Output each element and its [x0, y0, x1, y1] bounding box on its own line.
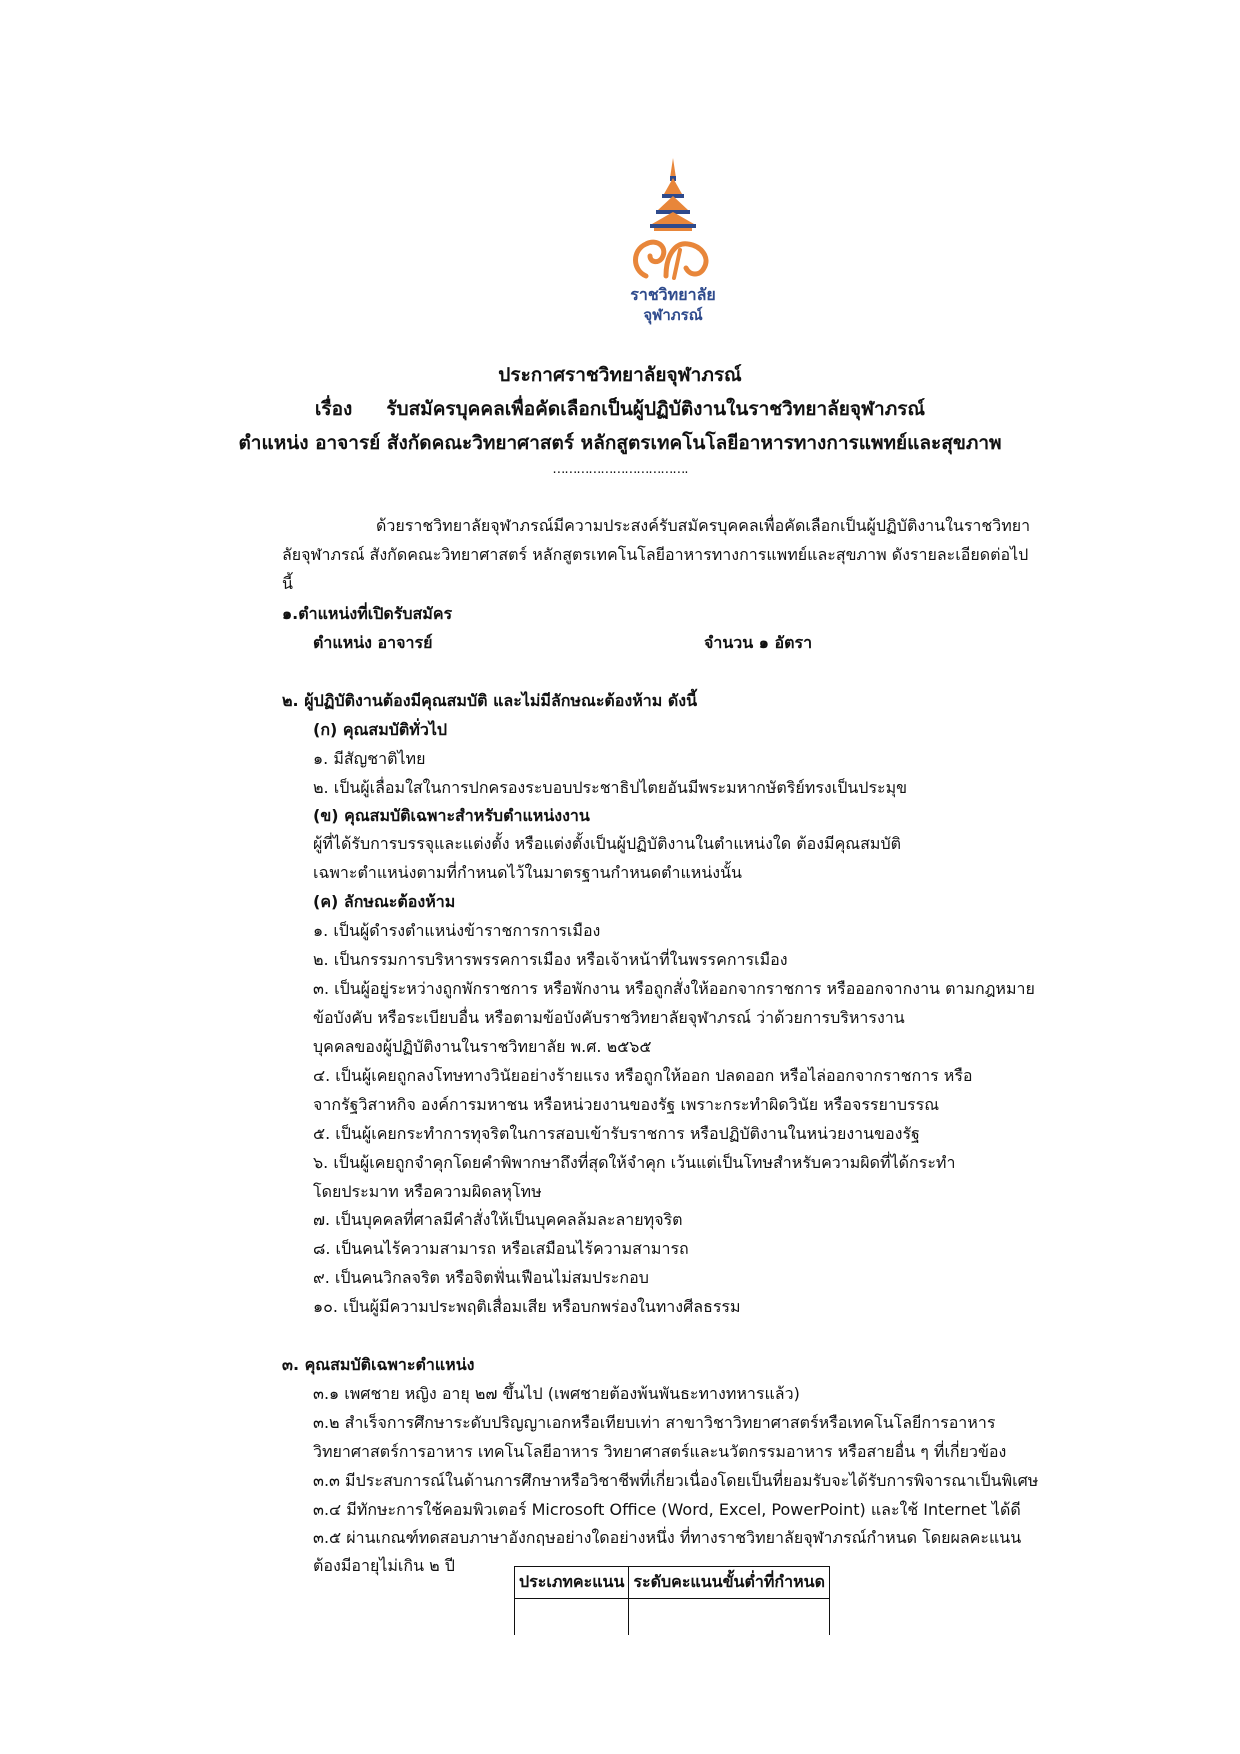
section1-position: ตำแหน่ง อาจารย์	[313, 633, 433, 652]
announcement-title: ประกาศราชวิทยาลัยจุฬาภรณ์	[498, 364, 742, 386]
table-cell	[629, 1599, 830, 1636]
college-logo	[626, 158, 720, 328]
table-header-row	[515, 1567, 830, 1599]
section2-c-item-10: ๑๐. เป็นผู้มีความประพฤติเสื่อมเสีย หรือบกพร่องในทางศีลธรรม	[313, 1297, 741, 1316]
intro-line-2: ลัยจุฬาภรณ์ สังกัดคณะวิทยาศาสตร์ หลักสูตรเทคโนโลยีอาหารทางการแพทย์และสุขภาพ ดังรายละเอียดต่อไป	[282, 545, 1029, 564]
section2-b-line-1: ผู้ที่ได้รับการบรรจุและแต่งตั้ง หรือแต่งตั้งเป็นผู้ปฏิบัติงานในตำแหน่งใด ต้องมีคุณสมบัติ	[313, 834, 901, 853]
section2-c-item-3-line-1: ๓. เป็นผู้อยู่ระหว่างถูกพักราชการ หรือพักงาน หรือถูกสั่งให้ออกจากราชการ หรือออกจากงาน ตามกฎหมาย	[313, 979, 1035, 998]
section2-c-item-5: ๕. เป็นผู้เคยกระทำการทุจริตในการสอบเข้ารับราชการ หรือปฏิบัติงานในหน่วยงานของรัฐ	[313, 1124, 920, 1143]
section2-c-item-6-line-1: ๖. เป็นผู้เคยถูกจำคุกโดยคำพิพากษาถึงที่สุดให้จำคุก เว้นแต่เป็นโทษสำหรับความผิดที่ได้กระทำ	[313, 1153, 956, 1172]
chulabhorn-emblem-icon	[626, 158, 720, 280]
section2-c-item-6-line-2: โดยประมาท หรือความผิดลหุโทษ	[313, 1182, 542, 1201]
intro-line-1: ด้วยราชวิทยาลัยจุฬาภรณ์มีความประสงค์รับสมัครบุคคลเพื่อคัดเลือกเป็นผู้ปฏิบัติงานในราชวิทยา	[376, 516, 1031, 535]
section2-c-item-1: ๑. เป็นผู้ดำรงตำแหน่งข้าราชการการเมือง	[313, 921, 601, 940]
section3-item-1: ๓.๑ เพศชาย หญิง อายุ ๒๗ ขึ้นไป (เพศชายต้องพ้นพันธะทางทหารแล้ว)	[313, 1384, 800, 1403]
section3-title: ๓. คุณสมบัติเฉพาะตำแหน่ง	[282, 1355, 475, 1374]
section3-item-2-line-2: วิทยาศาสตร์การอาหาร เทคโนโลยีอาหาร วิทยาศาสตร์และนวัตกรรมอาหาร หรือสายอื่น ๆ ที่เกี่ยวข้อง	[313, 1442, 1007, 1461]
intro-line-3: นี้	[282, 574, 293, 593]
section1-title: ๑.ตำแหน่งที่เปิดรับสมัคร	[282, 604, 453, 623]
announcement-position: ตำแหน่ง อาจารย์ สังกัดคณะวิทยาศาสตร์ หลักสูตรเทคโนโลยีอาหารทางการแพทย์และสุขภาพ	[238, 432, 1002, 454]
logo-text-line2: จุฬาภรณ์	[643, 306, 703, 324]
section1-count: จำนวน ๑ อัตรา	[704, 633, 813, 652]
section2-a-item-2: ๒. เป็นผู้เลื่อมใสในการปกครองระบอบประชาธิปไตยอันมีพระมหากษัตริย์ทรงเป็นประมุข	[313, 778, 908, 797]
section2-c-item-3-line-2: ข้อบังคับ หรือระเบียบอื่น หรือตามข้อบังคับราชวิทยาลัยจุฬาภรณ์ ว่าด้วยการบริหารงาน	[313, 1008, 905, 1027]
section2-c-item-3-line-3: บุคคลของผู้ปฏิบัติงานในราชวิทยาลัย พ.ศ. ๒๕๖๕	[313, 1037, 652, 1056]
table-row	[515, 1599, 830, 1636]
section3-item-5-line-1: ๓.๕ ผ่านเกณฑ์ทดสอบภาษาอังกฤษอย่างใดอย่างหนึ่ง ที่ทางราชวิทยาลัยจุฬาภรณ์กำหนด โดยผลคะแนน	[313, 1528, 1022, 1547]
table-header-min-score: ระดับคะแนนขั้นต่ำที่กำหนด	[629, 1567, 830, 1599]
logo-text-line1: ราชวิทยาลัย	[630, 285, 716, 304]
section2-c-item-4-line-1: ๔. เป็นผู้เคยถูกลงโทษทางวินัยอย่างร้ายแรง หรือถูกให้ออก ปลดออก หรือไล่ออกจากราชการ หรือ	[313, 1066, 973, 1085]
section2-a-title: (ก) คุณสมบัติทั่วไป	[313, 720, 448, 739]
subject-label: เรื่อง	[314, 398, 353, 420]
subject-text: รับสมัครบุคคลเพื่อคัดเลือกเป็นผู้ปฏิบัติงานในราชวิทยาลัยจุฬาภรณ์	[386, 398, 926, 420]
section2-a-item-1: ๑. มีสัญชาติไทย	[313, 749, 426, 768]
section2-b-title: (ข) คุณสมบัติเฉพาะสำหรับตำแหน่งงาน	[313, 806, 590, 825]
section2-c-title: (ค) ลักษณะต้องห้าม	[313, 892, 456, 911]
section2-c-item-4-line-2: จากรัฐวิสาหกิจ องค์การมหาชน หรือหน่วยงานของรัฐ เพราะกระทำผิดวินัย หรือจรรยาบรรณ	[313, 1095, 940, 1114]
section2-c-item-8: ๘. เป็นคนไร้ความสามารถ หรือเสมือนไร้ความสามารถ	[313, 1239, 689, 1258]
section3-item-5-line-2: ต้องมีอายุไม่เกิน ๒ ปี	[313, 1556, 455, 1575]
section2-c-item-2: ๒. เป็นกรรมการบริหารพรรคการเมือง หรือเจ้าหน้าที่ในพรรคการเมือง	[313, 950, 788, 969]
section3-item-3: ๓.๓ มีประสบการณ์ในด้านการศึกษาหรือวิชาชีพที่เกี่ยวเนื่องโดยเป็นที่ยอมรับจะได้รับการพิจารณาเป็นพิเศษ	[313, 1471, 1039, 1490]
section2-c-item-7: ๗. เป็นบุคคลที่ศาลมีคำสั่งให้เป็นบุคคลล้มละลายทุจริต	[313, 1210, 683, 1229]
heading-separator: …………………………….	[552, 462, 688, 477]
section2-b-line-2: เฉพาะตำแหน่งตามที่กำหนดไว้ในมาตรฐานกำหนดตำแหน่งนั้น	[313, 863, 742, 882]
section3-item-2-line-1: ๓.๒ สำเร็จการศึกษาระดับปริญญาเอกหรือเทียบเท่า สาขาวิชาวิทยาศาสตร์หรือเทคโนโลยีการอาหาร	[313, 1413, 996, 1432]
table-header-score-type: ประเภทคะแนน	[515, 1567, 629, 1599]
section2-title: ๒. ผู้ปฏิบัติงานต้องมีคุณสมบัติ และไม่มีลักษณะต้องห้าม ดังนี้	[282, 691, 698, 710]
section2-c-item-9: ๙. เป็นคนวิกลจริต หรือจิตฟั่นเฟือนไม่สมประกอบ	[313, 1268, 649, 1287]
section3-item-4: ๓.๔ มีทักษะการใช้คอมพิวเตอร์ Microsoft Office (Word, Excel, PowerPoint) และใช้ Internet ได้ดี	[313, 1500, 1021, 1519]
english-score-table	[514, 1566, 830, 1635]
table-cell	[515, 1599, 629, 1636]
announcement-subject	[0, 394, 1240, 424]
